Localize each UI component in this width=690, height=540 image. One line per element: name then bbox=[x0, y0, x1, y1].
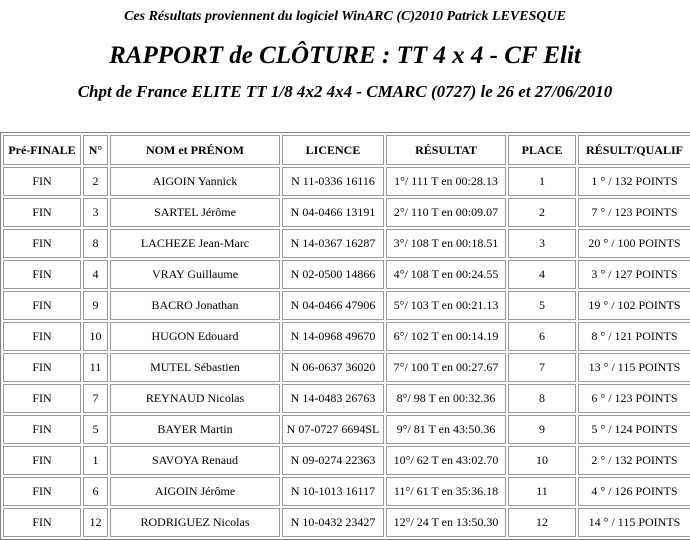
name-cell: MUTEL Sébastien bbox=[110, 353, 280, 382]
place-cell: 8 bbox=[508, 384, 576, 413]
software-credit: Ces Résultats proviennent du logiciel WinARC (C)2010 Patrick LEVESQUE bbox=[124, 9, 566, 24]
licence-cell: N 14-0968 49670 bbox=[282, 322, 384, 351]
place-cell: 6 bbox=[508, 322, 576, 351]
place-cell: 4 bbox=[508, 260, 576, 289]
result-cell: 3°/ 108 T en 00:18.51 bbox=[386, 229, 506, 258]
place-cell: 3 bbox=[508, 229, 576, 258]
result-cell: 2°/ 110 T en 00:09.07 bbox=[386, 198, 506, 227]
licence-cell: N 10-0432 23427 bbox=[282, 508, 384, 537]
number-cell: 4 bbox=[83, 260, 108, 289]
prefinale-cell: FIN bbox=[3, 477, 81, 506]
name-cell: SAVOYA Renaud bbox=[110, 446, 280, 475]
name-cell: VRAY Guillaume bbox=[110, 260, 280, 289]
results-table bbox=[0, 132, 690, 540]
number-cell: 7 bbox=[83, 384, 108, 413]
qualif-cell: 7 ° / 123 POINTS bbox=[578, 198, 690, 227]
number-cell: 6 bbox=[83, 477, 108, 506]
qualif-cell: 2 ° / 132 POINTS bbox=[578, 446, 690, 475]
name-cell: BAYER Martin bbox=[110, 415, 280, 444]
name-cell: LACHEZE Jean-Marc bbox=[110, 229, 280, 258]
licence-cell: N 07-0727 6694SL bbox=[282, 415, 384, 444]
table-row bbox=[3, 415, 690, 444]
prefinale-cell: FIN bbox=[3, 384, 81, 413]
place-cell: 2 bbox=[508, 198, 576, 227]
column-header-licence: LICENCE bbox=[282, 135, 384, 165]
page-subtitle: Chpt de France ELITE TT 1/8 4x2 4x4 - CMARC (0727) le 26 et 27/06/2010 bbox=[77, 82, 613, 101]
column-header-name: NOM et PRÉNOM bbox=[110, 135, 280, 165]
result-cell: 9°/ 81 T en 43:50.36 bbox=[386, 415, 506, 444]
number-cell: 3 bbox=[83, 198, 108, 227]
prefinale-cell: FIN bbox=[3, 415, 81, 444]
qualif-cell: 1 ° / 132 POINTS bbox=[578, 167, 690, 196]
name-cell: HUGON Edouard bbox=[110, 322, 280, 351]
results-table-body bbox=[3, 167, 690, 537]
number-cell: 5 bbox=[83, 415, 108, 444]
qualif-cell: 20 ° / 100 POINTS bbox=[578, 229, 690, 258]
result-cell: 7°/ 100 T en 00:27.67 bbox=[386, 353, 506, 382]
column-header-result: RÉSULTAT bbox=[386, 135, 506, 165]
licence-cell: N 14-0483 26763 bbox=[282, 384, 384, 413]
place-cell: 5 bbox=[508, 291, 576, 320]
table-row bbox=[3, 198, 690, 227]
prefinale-cell: FIN bbox=[3, 198, 81, 227]
qualif-cell: 3 ° / 127 POINTS bbox=[578, 260, 690, 289]
place-cell: 12 bbox=[508, 508, 576, 537]
number-cell: 11 bbox=[83, 353, 108, 382]
table-header-row bbox=[3, 135, 690, 165]
column-header-number: N° bbox=[83, 135, 108, 165]
column-header-place: PLACE bbox=[508, 135, 576, 165]
table-row bbox=[3, 322, 690, 351]
column-header-prefinale: Pré-FINALE bbox=[3, 135, 81, 165]
result-cell: 4°/ 108 T en 00:24.55 bbox=[386, 260, 506, 289]
number-cell: 1 bbox=[83, 446, 108, 475]
column-header-qualif: RÉSULT/QUALIF bbox=[578, 135, 690, 165]
prefinale-cell: FIN bbox=[3, 291, 81, 320]
table-row bbox=[3, 260, 690, 289]
place-cell: 1 bbox=[508, 167, 576, 196]
result-cell: 8°/ 98 T en 00:32.36 bbox=[386, 384, 506, 413]
qualif-cell: 14 ° / 115 POINTS bbox=[578, 508, 690, 537]
result-cell: 11°/ 61 T en 35:36.18 bbox=[386, 477, 506, 506]
place-cell: 11 bbox=[508, 477, 576, 506]
table-row bbox=[3, 229, 690, 258]
name-cell: RODRIGUEZ Nicolas bbox=[110, 508, 280, 537]
prefinale-cell: FIN bbox=[3, 322, 81, 351]
name-cell: REYNAUD Nicolas bbox=[110, 384, 280, 413]
number-cell: 9 bbox=[83, 291, 108, 320]
table-row bbox=[3, 384, 690, 413]
prefinale-cell: FIN bbox=[3, 353, 81, 382]
name-cell: AIGOIN Yannick bbox=[110, 167, 280, 196]
result-cell: 5°/ 103 T en 00:21.13 bbox=[386, 291, 506, 320]
licence-cell: N 02-0500 14866 bbox=[282, 260, 384, 289]
name-cell: AIGOIN Jérôme bbox=[110, 477, 280, 506]
number-cell: 8 bbox=[83, 229, 108, 258]
qualif-cell: 5 ° / 124 POINTS bbox=[578, 415, 690, 444]
licence-cell: N 14-0367 16287 bbox=[282, 229, 384, 258]
licence-cell: N 11-0336 16116 bbox=[282, 167, 384, 196]
prefinale-cell: FIN bbox=[3, 260, 81, 289]
licence-cell: N 09-0274 22363 bbox=[282, 446, 384, 475]
prefinale-cell: FIN bbox=[3, 446, 81, 475]
table-row bbox=[3, 508, 690, 537]
place-cell: 7 bbox=[508, 353, 576, 382]
name-cell: BACRO Jonathan bbox=[110, 291, 280, 320]
result-cell: 6°/ 102 T en 00:14.19 bbox=[386, 322, 506, 351]
table-row bbox=[3, 167, 690, 196]
number-cell: 10 bbox=[83, 322, 108, 351]
number-cell: 2 bbox=[83, 167, 108, 196]
place-cell: 10 bbox=[508, 446, 576, 475]
page-title: RAPPORT de CLÔTURE : TT 4 x 4 - CF Elit bbox=[109, 42, 581, 69]
table-row bbox=[3, 291, 690, 320]
place-cell: 9 bbox=[508, 415, 576, 444]
table-row bbox=[3, 446, 690, 475]
result-cell: 12°/ 24 T en 13:50.30 bbox=[386, 508, 506, 537]
table-row bbox=[3, 353, 690, 382]
table-row bbox=[3, 477, 690, 506]
licence-cell: N 06-0637 36020 bbox=[282, 353, 384, 382]
name-cell: SARTEL Jérôme bbox=[110, 198, 280, 227]
qualif-cell: 8 ° / 121 POINTS bbox=[578, 322, 690, 351]
qualif-cell: 13 ° / 115 POINTS bbox=[578, 353, 690, 382]
qualif-cell: 6 ° / 123 POINTS bbox=[578, 384, 690, 413]
licence-cell: N 10-1013 16117 bbox=[282, 477, 384, 506]
licence-cell: N 04-0466 13191 bbox=[282, 198, 384, 227]
qualif-cell: 4 ° / 126 POINTS bbox=[578, 477, 690, 506]
prefinale-cell: FIN bbox=[3, 229, 81, 258]
licence-cell: N 04-0466 47906 bbox=[282, 291, 384, 320]
qualif-cell: 19 ° / 102 POINTS bbox=[578, 291, 690, 320]
prefinale-cell: FIN bbox=[3, 508, 81, 537]
result-cell: 10°/ 62 T en 43:02.70 bbox=[386, 446, 506, 475]
prefinale-cell: FIN bbox=[3, 167, 81, 196]
result-cell: 1°/ 111 T en 00:28.13 bbox=[386, 167, 506, 196]
number-cell: 12 bbox=[83, 508, 108, 537]
